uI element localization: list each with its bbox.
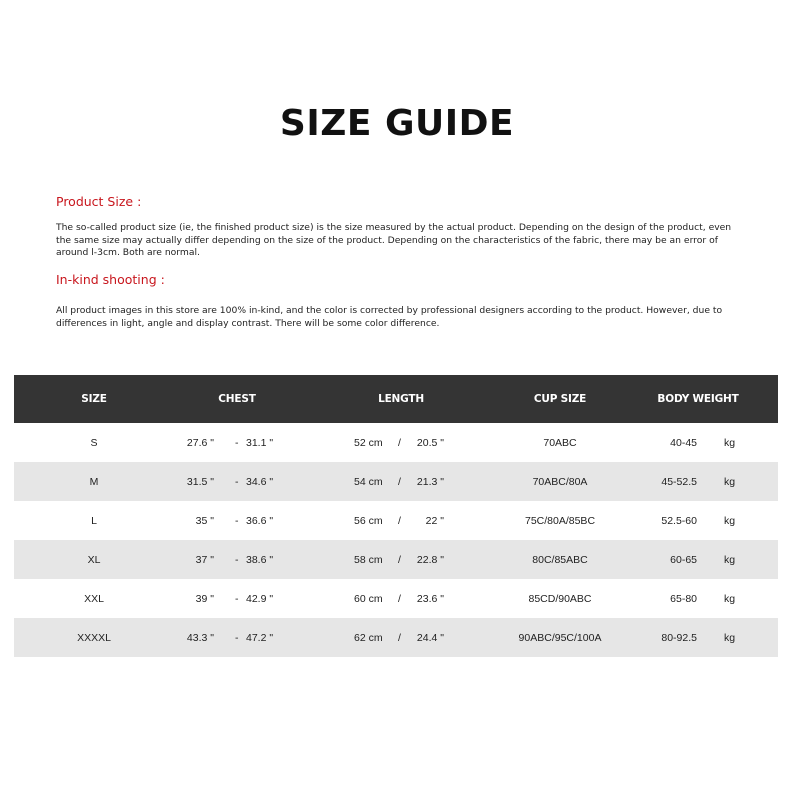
table-row: [14, 618, 778, 657]
length-in-cell: 21.3 ": [416, 475, 444, 488]
length-in-cell: 22.8 ": [416, 553, 444, 566]
chest-max-cell: 36.6 ": [246, 514, 274, 527]
table-header: [14, 375, 778, 423]
chest-max-cell: 42.9 ": [246, 592, 274, 605]
weight-cell: 45-52.5: [661, 475, 697, 488]
chest-min-cell: 27.6 ": [186, 436, 214, 449]
in-kind-shooting-heading: In-kind shooting :: [56, 272, 165, 287]
cup-size-cell: 75C/80A/85BC: [524, 514, 596, 527]
length-separator: /: [398, 475, 401, 488]
size-cell: S: [90, 436, 98, 449]
header-length: LENGTH: [378, 393, 424, 405]
weight-unit: kg: [724, 592, 736, 605]
weight-cell: 52.5-60: [661, 514, 697, 527]
table-row: [14, 579, 778, 618]
weight-unit: kg: [724, 436, 736, 449]
size-cell: L: [91, 514, 97, 527]
size-cell: XXXXL: [77, 631, 111, 644]
length-cm-cell: 58 cm: [354, 553, 383, 566]
page-title: SIZE GUIDE: [279, 103, 515, 144]
header-cup-size: CUP SIZE: [533, 393, 587, 405]
length-in-cell: 24.4 ": [416, 631, 444, 644]
header-size: SIZE: [81, 393, 107, 405]
table-row: [14, 423, 778, 462]
length-in-cell: 20.5 ": [416, 436, 444, 449]
cup-size-cell: 85CD/90ABC: [528, 592, 592, 605]
product-size-text: The so-called product size (ie, the finished product size) is the size measured by the actual product. Depending on the design of the product, even the same size may actually differ depending on the size of the product. Depending on the characteristics of the fabric, there may be an error of around l-3cm. Both are normal.: [56, 222, 732, 259]
weight-unit: kg: [724, 553, 736, 566]
length-separator: /: [398, 553, 401, 566]
chest-min-cell: 37 ": [195, 553, 214, 566]
chest-separator: -: [235, 514, 239, 527]
chest-max-cell: 34.6 ": [246, 475, 274, 488]
table-row: [14, 462, 778, 501]
cup-size-cell: 70ABC: [543, 436, 577, 449]
length-separator: /: [398, 631, 401, 644]
length-separator: /: [398, 592, 401, 605]
length-cm-cell: 62 cm: [354, 631, 383, 644]
weight-unit: kg: [724, 514, 736, 527]
table-row: [14, 540, 778, 579]
cup-size-cell: 90ABC/95C/100A: [518, 631, 602, 644]
length-cm-cell: 56 cm: [354, 514, 383, 527]
in-kind-shooting-text: All product images in this store are 100% in-kind, and the color is corrected by professional designers according to the product. However, due to differences in light, angle and display contrast. There will be some color difference.: [56, 305, 723, 329]
chest-separator: -: [235, 436, 239, 449]
length-cm-cell: 54 cm: [354, 475, 383, 488]
length-in-cell: 22 ": [425, 514, 444, 527]
chest-separator: -: [235, 592, 239, 605]
weight-unit: kg: [724, 475, 736, 488]
chest-separator: -: [235, 475, 239, 488]
header-chest: CHEST: [218, 393, 256, 405]
length-in-cell: 23.6 ": [416, 592, 444, 605]
size-cell: XL: [87, 553, 101, 566]
length-cm-cell: 60 cm: [354, 592, 383, 605]
weight-cell: 60-65: [670, 553, 697, 566]
weight-cell: 65-80: [670, 592, 697, 605]
weight-unit: kg: [724, 631, 736, 644]
length-separator: /: [398, 436, 401, 449]
header-body-weight: BODY WEIGHT: [657, 393, 739, 405]
chest-separator: -: [235, 553, 239, 566]
chest-separator: -: [235, 631, 239, 644]
size-cell: XXL: [84, 592, 104, 605]
table-row: [14, 501, 778, 540]
length-cm-cell: 52 cm: [354, 436, 383, 449]
size-cell: M: [89, 475, 99, 488]
size-table: [14, 375, 778, 657]
chest-min-cell: 35 ": [195, 514, 214, 527]
product-size-heading: Product Size :: [56, 194, 142, 209]
cup-size-cell: 70ABC/80A: [532, 475, 588, 488]
length-separator: /: [398, 514, 401, 527]
weight-cell: 40-45: [670, 436, 697, 449]
chest-min-cell: 43.3 ": [186, 631, 214, 644]
weight-cell: 80-92.5: [661, 631, 697, 644]
chest-max-cell: 38.6 ": [246, 553, 274, 566]
cup-size-cell: 80C/85ABC: [532, 553, 588, 566]
chest-min-cell: 39 ": [195, 592, 214, 605]
chest-max-cell: 31.1 ": [246, 436, 274, 449]
chest-min-cell: 31.5 ": [186, 475, 214, 488]
chest-max-cell: 47.2 ": [246, 631, 274, 644]
